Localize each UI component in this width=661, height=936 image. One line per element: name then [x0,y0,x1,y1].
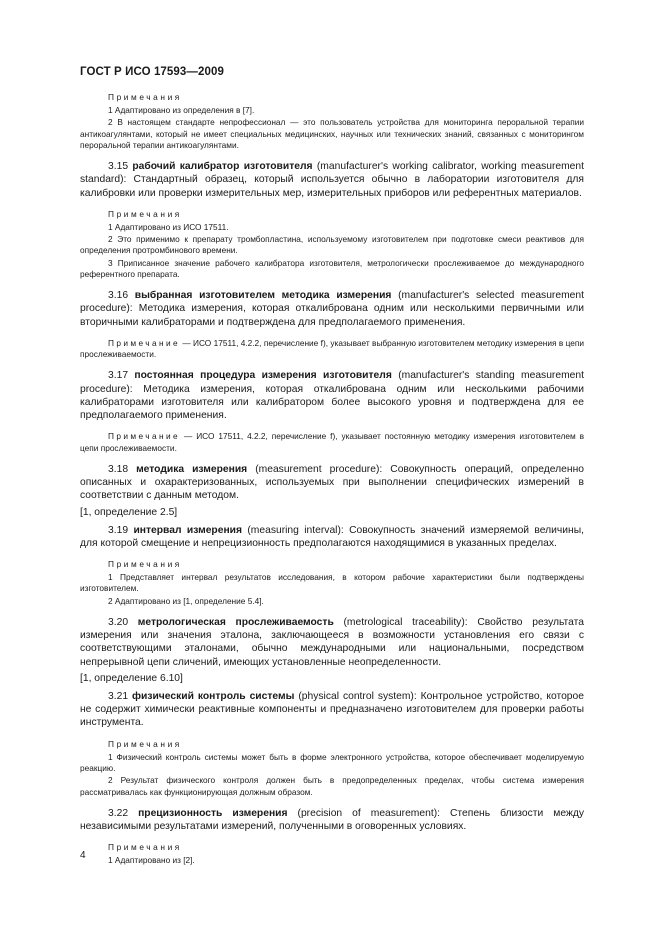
notes-heading: Примечания [108,842,182,853]
term-definition [80,616,584,669]
term-text: (manufacturer's selected measurement procedure): Методика измерения, которая откалибрована одним или несколькими первичными или вторичными калибраторами и подтверждена для предполагаемого применения. [80,290,584,328]
note-item: 1 Представляет интервал результатов исследования, в котором рабочие характеристики были подтверждены изготовителем. [80,572,584,594]
notes-block [80,842,584,866]
term-text: (metrological traceability): Свойство результата измерения или значения эталона, заключающееся в возможности установления его связи с соответствующими эталонами, обычно международными или национальными, посредством непрерывной цепи сличений, имеющих установленные неопределенности. [80,617,584,668]
note-item: 1 Адаптировано из [2]. [108,855,195,866]
note-item: 1 Адаптировано из ИСО 17511. [108,221,229,232]
term-text: (manufacturer's working calibrator, working measurement standard): Стандартный образец, который используется обычно в лаборатории изготовителя для калибровки или проверки измерительных мер, измерительных приборов или референтных материалов. [80,161,584,199]
notes-heading: Примечания [108,92,182,102]
term-text: (measuring interval): Совокупность значений измеряемой величины, для которой смещение и непрецизионность предполагаются находящимися в указанных пределах. [80,524,584,549]
term-number: 3.21 [108,691,129,703]
notes-heading: Примечания [108,208,182,219]
term-name: рабочий калибратор изготовителя [132,161,313,173]
term-name: физический контроль системы [132,691,295,703]
notes-heading: Примечания [108,559,182,570]
term-text: (precision of measurement): Степень близости между независимыми результатами измерений, полученными в оговоренных условиях. [80,807,584,833]
source-reference: [1, определение 6.10] [80,672,183,684]
note-item: 1 Физический контроль системы может быть в форме электронного устройства, которое обеспечивает моделируемую реакцию. [80,751,584,773]
page-header: ГОСТ Р ИСО 17593—2009 [80,66,225,78]
note-item: 3 Приписанное значение рабочего калибратора изготовителя, метрологически прослеживаемое до международного референтного препарата. [80,257,584,279]
term-number: 3.15 [108,161,129,173]
term-definition [80,690,584,730]
term-text: (manufacturer's standing measurement procedure): Методика измерения, которая откалибрована одним или несколькими рабочими калибраторами изготовителя или калибратором более высокого уровня и подтверждена для ее предполагаемого применения. [80,370,584,422]
note-item: 2 Результат физического контроля должен быть в предопределенных пределах, чтобы система измерения рассматривалась как функционирующая должным образом. [80,775,584,797]
term-text: (measurement procedure): Совокупность операций, определенно описанных и охарактеризованных, используемых при выполнении специфических измерений в соответствии с данным методом. [80,463,584,502]
notes-block [80,739,584,798]
term-definition [80,289,584,329]
term-definition [80,160,584,200]
inline-note [80,431,584,454]
inline-note [80,338,584,361]
term-definition [80,807,584,833]
source-reference: [1, определение 2.5] [80,506,178,518]
term-definition [80,463,584,503]
term-number: 3.20 [108,617,129,628]
note-item: 2 В настоящем стандарте непрофессионал — это пользователь устройства для мониторинга пероральной терапии антикоагулянтами, который не имеет специальных медицинских, научных или технических знаний, связанных с мониторингом пероральной терапии антикоагулянтами. [80,117,584,150]
note-label: Примечание [108,337,181,348]
term-number: 3.17 [108,370,129,382]
note-label: Примечание [108,431,181,442]
note-text: — ИСО 17511, 4.2.2, перечисление f), указывает выбранную изготовителем методику измерения в цепи прослеживаемости. [80,337,584,360]
notes-block [80,92,584,151]
term-number: 3.16 [108,290,129,302]
term-name: постоянная процедура измерения изготовителя [134,370,392,382]
note-text: — ИСО 17511, 4.2.2, перечисление f), указывает постоянную методику измерения изготовителем в цепи прослеживаемости. [80,431,584,453]
term-name: прецизионность измерения [138,807,288,819]
term-text: (physical control system): Контрольное устройство, которое не содержит химически реактивные компоненты и предназначено изготовителем для проверки работы инструмента. [80,691,584,729]
note-item: 2 Это применимо к препарату тромбопластина, используемому изготовителем при подготовке смеси реактивов для определения протромбинового времени. [80,234,584,256]
term-definition [80,369,584,422]
term-definition [80,524,584,550]
term-number: 3.22 [108,807,129,819]
term-name: методика измерения [136,463,248,475]
document-body [80,92,584,876]
notes-block [80,209,584,280]
note-item: 2 Адаптировано из [1, определение 5.4]. [108,595,264,606]
notes-block [80,559,584,607]
term-name: метрологическая прослеживаемость [137,617,334,628]
note-item: 1 Адаптировано из определения в [7]. [108,105,255,115]
term-name: интервал измерения [133,524,242,536]
term-name: выбранная изготовителем методика измерения [134,290,392,302]
term-number: 3.19 [108,524,129,536]
term-number: 3.18 [108,463,129,475]
notes-heading: Примечания [108,738,182,749]
page-number: 4 [80,850,86,861]
